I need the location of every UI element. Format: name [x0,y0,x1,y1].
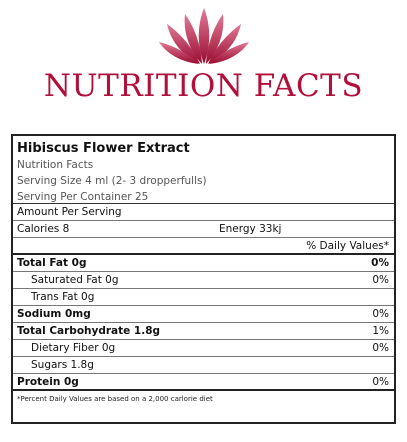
nutrient-label: Total Fat 0g [17,257,87,269]
nutrient-dv: 0% [372,342,389,354]
daily-values-header: % Daily Values* [306,240,389,252]
nutrient-dv: 0% [372,376,389,388]
nutrient-row-sodium [13,306,394,323]
serving-size: Serving Size 4 ml (2- 3 dropperfulls) [17,175,207,187]
nutrient-label: Total Carbohydrate 1.8g [17,325,161,337]
nutrient-row-saturated-fat [13,272,394,289]
nutrient-dv: 1% [372,325,389,337]
product-name: Hibiscus Flower Extract [17,141,190,156]
amount-per-serving [13,204,394,221]
nutrient-dv: 0% [371,257,389,269]
nutrient-row-total-fat [13,255,394,272]
nutrient-label: Sodium 0mg [17,308,91,320]
footnote: *Percent Daily Values are based on a 2,000 carlorie diet [17,395,213,403]
nutrient-row-dietary-fiber [13,340,394,357]
nutrient-row-total-carbohydrate [13,323,394,340]
nutrient-dv: 0% [372,274,389,286]
logo-title: NUTRITION FACTS [43,68,364,104]
nutrient-row-protein [13,374,394,391]
nutrient-label: Protein 0g [17,376,79,388]
nutrition-facts-subtitle: Nutrition Facts [17,159,94,171]
amount-per-serving-label: Amount Per Serving [17,206,122,218]
calories-row [13,221,394,238]
nutrition-facts-panel [11,134,396,424]
nutrient-label: Saturated Fat 0g [31,274,119,286]
product-header [13,136,394,204]
calories-label: Calories 8 [17,223,70,235]
servings-per-container: Serving Per Container 25 [17,191,149,203]
nutrient-row-trans-fat [13,289,394,306]
daily-values-header-row [13,238,394,255]
flower-logo-icon [159,6,249,66]
nutrient-label: Sugars 1.8g [31,359,94,371]
nutrient-label: Trans Fat 0g [31,291,95,303]
nutrition-facts-logo [0,0,407,118]
nutrient-row-sugars [13,357,394,374]
energy-label: Energy 33kj [219,223,282,235]
nutrient-label: Dietary Fiber 0g [31,342,116,354]
nutrient-dv: 0% [372,308,389,320]
